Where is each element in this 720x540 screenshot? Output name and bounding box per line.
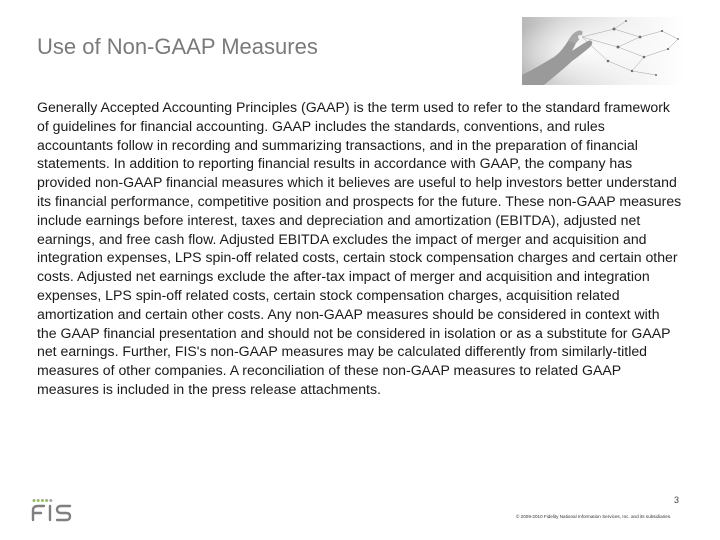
fis-logo-mark	[30, 498, 86, 522]
copyright-notice: © 2009-2010 Fidelity National Information Services, Inc. and its subsidiaries.	[516, 514, 672, 519]
fis-logo	[30, 498, 86, 522]
page-number: 3	[674, 495, 680, 505]
header-hand-network-image	[522, 17, 685, 85]
body-paragraph: Generally Accepted Accounting Principles (GAAP) is the term used to refer to the standard framework of guidelines for financial accounting. GAAP includes the standards, conventions, and rules accountants follow in recording and summarizing transactions, and in the preparation of financial statements. In addition to reporting financial results in accordance with GAAP, the company has provided non-GAAP financial measures which it believes are useful to help investors better understand its financial performance, competitive position and prospects for the future. These non-GAAP measures include earnings before interest, taxes and depreciation and amortization (EBITDA), adjusted net earnings, and free cash flow. Adjusted EBITDA excludes the impact of merger and acquisition and integration expenses, LPS spin-off related costs, certain stock compensation charges and certain other costs. Adjusted net earnings exclude the after-tax impact of merger and acquisition and integration expenses, LPS spin-off related costs, certain stock compensation charges, acquisition related amortization and certain other costs. Any non-GAAP measures should be considered in context with the GAAP financial presentation and should not be considered in isolation or as a substitute for GAAP net earnings. Further, FIS's non-GAAP measures may be calculated differently from similarly-titled measures of other companies. A reconciliation of these non-GAAP measures to related GAAP measures is included in the press release attachments.	[37, 99, 682, 397]
logo-dot	[49, 499, 52, 502]
logo-dot	[33, 499, 36, 502]
logo-dot	[41, 499, 44, 502]
hand-network-picture	[522, 17, 685, 85]
logo-dot	[37, 499, 40, 502]
logo-dot	[45, 499, 48, 502]
slide-title: Use of Non-GAAP Measures	[37, 34, 318, 59]
